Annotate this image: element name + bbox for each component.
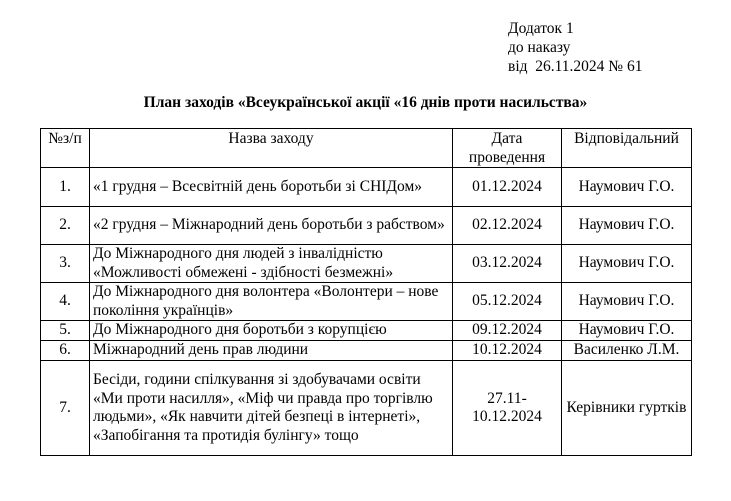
addendum-header	[508, 19, 642, 76]
row-date: 05.12.2024	[453, 283, 562, 321]
row-date: 10.12.2024	[453, 341, 562, 361]
row-event-name: До Міжнародного дня волонтера «Волонтери – нове покоління українців»	[90, 283, 453, 321]
table-row	[41, 361, 692, 456]
row-number: 6.	[41, 341, 90, 361]
row-number: 3.	[41, 245, 90, 283]
row-date: 01.12.2024	[453, 168, 562, 207]
row-responsible: Наумович Г.О.	[562, 245, 692, 283]
events-table	[40, 128, 692, 456]
table-row	[41, 207, 692, 245]
table-row	[41, 283, 692, 321]
row-number: 5.	[41, 321, 90, 341]
header-date: Дата проведення	[453, 129, 562, 168]
row-number: 2.	[41, 207, 90, 245]
row-responsible: Керівники гуртків	[562, 361, 692, 456]
row-responsible: Наумович Г.О.	[562, 168, 692, 207]
table-header-row	[41, 129, 692, 168]
addendum-title: Додаток 1	[508, 20, 574, 37]
table-row	[41, 321, 692, 341]
document-title: План заходів «Всеукраїнської акції «16 днів проти насильства»	[143, 94, 588, 111]
row-event-name: До Міжнародного дня людей з інвалідністю «Можливості обмежені - здібності безмежні»	[90, 245, 453, 283]
addendum-order-ref: до наказу	[508, 39, 571, 56]
row-responsible: Наумович Г.О.	[562, 207, 692, 245]
row-number: 4.	[41, 283, 90, 321]
row-responsible: Василенко Л.М.	[562, 341, 692, 361]
header-name: Назва заходу	[90, 129, 453, 168]
row-date: 09.12.2024	[453, 321, 562, 341]
table-row	[41, 245, 692, 283]
header-number: №з/п	[41, 129, 90, 168]
addendum-order-date: від 26.11.2024 № 61	[508, 58, 643, 75]
row-date: 27.11-10.12.2024	[453, 361, 562, 456]
row-event-name: Бесіди, години спілкування зі здобувачами освіти «Ми проти насилля», «Міф чи правда про торгівлю людьми», «Як навчити дітей безпеці в інтернеті», «Запобігання та протидія булінгу» тощо	[90, 361, 453, 456]
row-number: 7.	[41, 361, 90, 456]
table-row	[41, 168, 692, 207]
row-event-name: Міжнародний день прав людини	[90, 341, 453, 361]
table-row	[41, 341, 692, 361]
row-date: 02.12.2024	[453, 207, 562, 245]
row-event-name: До Міжнародного дня боротьби з корупцією	[90, 321, 453, 341]
row-event-name: «2 грудня – Міжнародний день боротьби з рабством»	[90, 207, 453, 245]
row-responsible: Наумович Г.О.	[562, 283, 692, 321]
row-number: 1.	[41, 168, 90, 207]
header-responsible: Відповідальний	[562, 129, 692, 168]
row-date: 03.12.2024	[453, 245, 562, 283]
row-responsible: Наумович Г.О.	[562, 321, 692, 341]
row-event-name: «1 грудня – Всесвітній день боротьби зі СНІДом»	[90, 168, 453, 207]
